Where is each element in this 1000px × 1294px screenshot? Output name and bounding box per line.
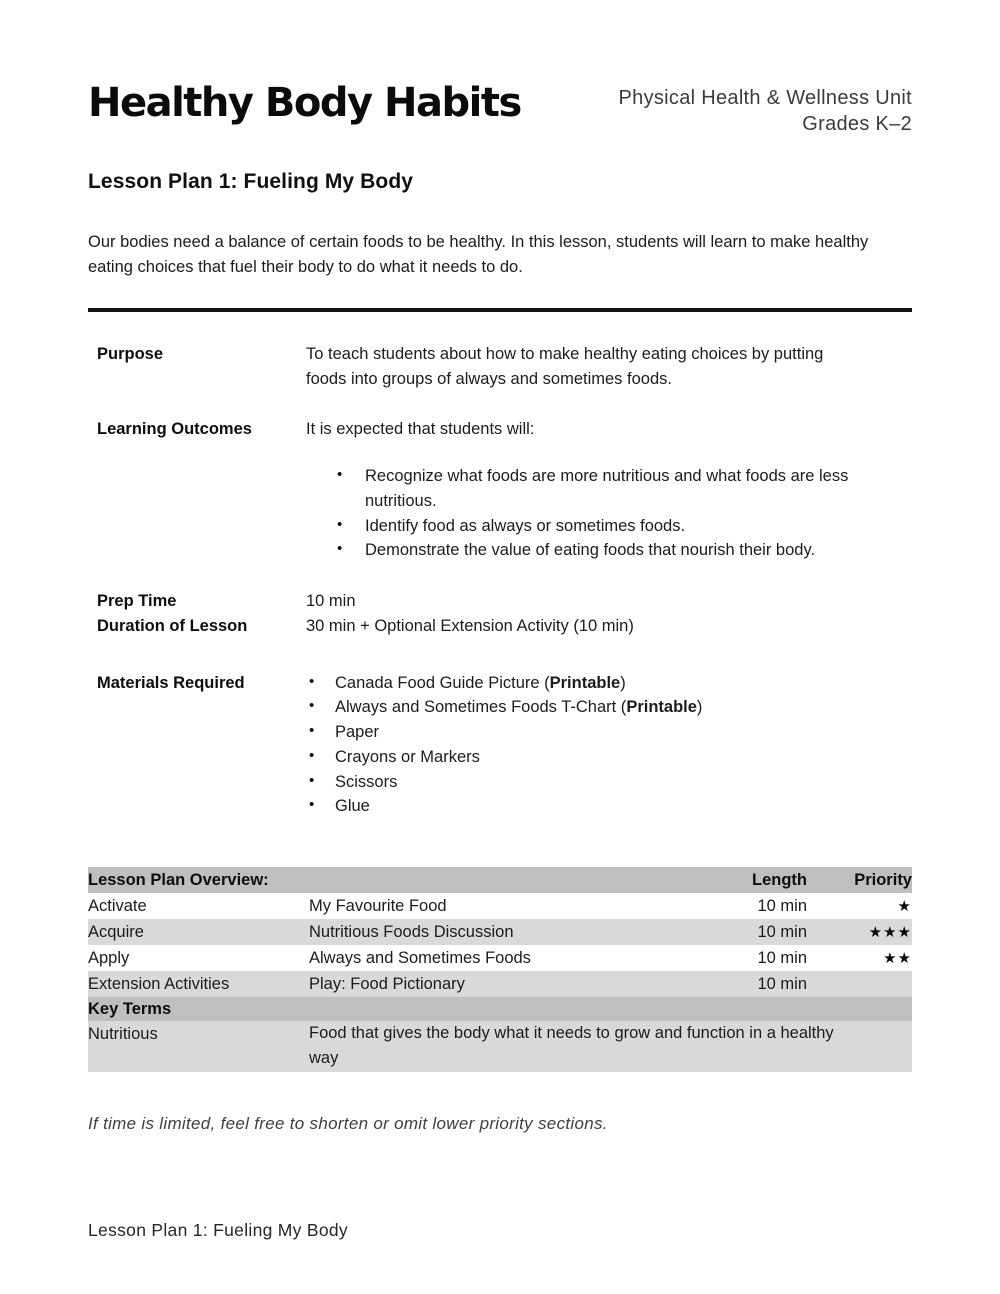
bullet-icon: • [309, 771, 315, 789]
overview-header-row [88, 867, 912, 893]
bullet-icon: • [337, 466, 343, 484]
key-terms-title: Key Terms [88, 997, 912, 1021]
outcomes-intro: It is expected that students will: [306, 420, 535, 439]
material-text: Glue [335, 797, 370, 816]
bullet-icon: • [309, 722, 315, 740]
material-text: Always and Sometimes Foods T-Chart (Printable) [335, 698, 703, 717]
priority-cell [807, 945, 912, 971]
priority-stars-icon: ★ [897, 897, 912, 916]
outcome-text: Identify food as always or sometimes foods. [365, 516, 686, 535]
material-item [306, 770, 912, 795]
material-item [306, 720, 912, 745]
table-row [88, 945, 912, 971]
purpose-text: To teach students about how to make healthy eating choices by putting foods into groups of always and sometimes foods. [306, 344, 824, 388]
page-header [88, 80, 912, 138]
page-footer: Lesson Plan 1: Fueling My Body [88, 1220, 348, 1240]
prep-time-value: 10 min [306, 592, 356, 611]
unit-info [619, 80, 913, 138]
material-text: Crayons or Markers [335, 747, 480, 766]
priority-cell [807, 971, 912, 997]
lesson-overview-table [88, 867, 912, 1072]
key-terms-header-row [88, 997, 912, 1021]
activity-cell: Play: Food Pictionary [309, 971, 715, 997]
material-item [306, 745, 912, 770]
table-row [88, 919, 912, 945]
phase-cell: Apply [88, 949, 130, 968]
duration-value: 30 min + Optional Extension Activity (10 min) [306, 616, 634, 635]
material-text: Canada Food Guide Picture (Printable) [335, 673, 626, 692]
phase-cell: Activate [88, 897, 147, 916]
outcome-text: Demonstrate the value of eating foods that nourish their body. [365, 541, 816, 560]
bullet-icon: • [309, 697, 315, 715]
outcome-item [306, 538, 866, 563]
key-term-row [88, 1021, 912, 1072]
priority-column-header: Priority [807, 867, 912, 893]
lesson-plan-heading: Lesson Plan 1: Fueling My Body [88, 169, 414, 193]
learning-outcomes-content [306, 417, 912, 563]
lesson-details-section [88, 342, 912, 819]
materials-label: Materials Required [97, 673, 245, 692]
phase-cell: Acquire [88, 919, 309, 945]
outcome-text: Recognize what foods are more nutritious and what foods are less nutritious. [365, 467, 849, 510]
key-term-definition: Food that gives the body what it needs to grow and function in a healthy way [309, 1024, 834, 1068]
bullet-icon: • [309, 672, 315, 690]
grade-range: Grades K–2 [802, 113, 912, 136]
outcome-item [306, 514, 866, 539]
priority-stars-icon: ★★★ [868, 923, 912, 942]
materials-row [88, 671, 912, 820]
outcome-item [306, 464, 866, 514]
learning-outcomes-label: Learning Outcomes [97, 420, 252, 439]
prep-time-label: Prep Time [97, 592, 177, 611]
length-column-header: Length [715, 867, 807, 893]
bullet-icon: • [337, 540, 343, 558]
overview-title: Lesson Plan Overview: [88, 867, 715, 893]
duration-label: Duration of Lesson [97, 616, 248, 635]
length-cell: 10 min [757, 949, 807, 968]
activity-cell: Always and Sometimes Foods [309, 949, 531, 968]
prep-time-row [88, 589, 912, 614]
material-text: Paper [335, 723, 380, 742]
activity-cell: My Favourite Food [309, 897, 447, 916]
outcomes-list [306, 464, 866, 563]
material-item [306, 671, 912, 696]
purpose-label: Purpose [97, 344, 164, 363]
intro-paragraph: Our bodies need a balance of certain foods to be healthy. In this lesson, students will learn to make healthy eating choices that fuel their body to do what it needs to do. [88, 232, 869, 277]
priority-stars-icon: ★★ [883, 949, 912, 968]
material-item [306, 794, 912, 819]
priority-note: If time is limited, feel free to shorten or omit lower priority sections. [88, 1114, 608, 1134]
purpose-row [88, 342, 912, 392]
length-cell: 10 min [715, 971, 807, 997]
key-term-definition-cell [309, 1021, 912, 1072]
materials-list [306, 671, 912, 820]
activity-cell: Nutritious Foods Discussion [309, 919, 715, 945]
table-row [88, 971, 912, 997]
bullet-icon: • [337, 515, 343, 533]
phase-cell: Extension Activities [88, 971, 309, 997]
length-cell: 10 min [757, 897, 807, 916]
priority-cell [807, 893, 912, 919]
material-text: Scissors [335, 772, 398, 791]
document-title: Healthy Body Habits [88, 80, 521, 126]
unit-name: Physical Health & Wellness Unit [618, 87, 912, 109]
bullet-icon: • [309, 796, 315, 814]
table-row [88, 893, 912, 919]
duration-row [88, 614, 912, 639]
material-item [306, 695, 912, 720]
length-cell: 10 min [715, 919, 807, 945]
key-term-cell: Nutritious [88, 1021, 309, 1072]
learning-outcomes-row [88, 417, 912, 563]
divider-rule [88, 308, 912, 312]
bullet-icon: • [309, 746, 315, 764]
priority-cell [807, 919, 912, 945]
